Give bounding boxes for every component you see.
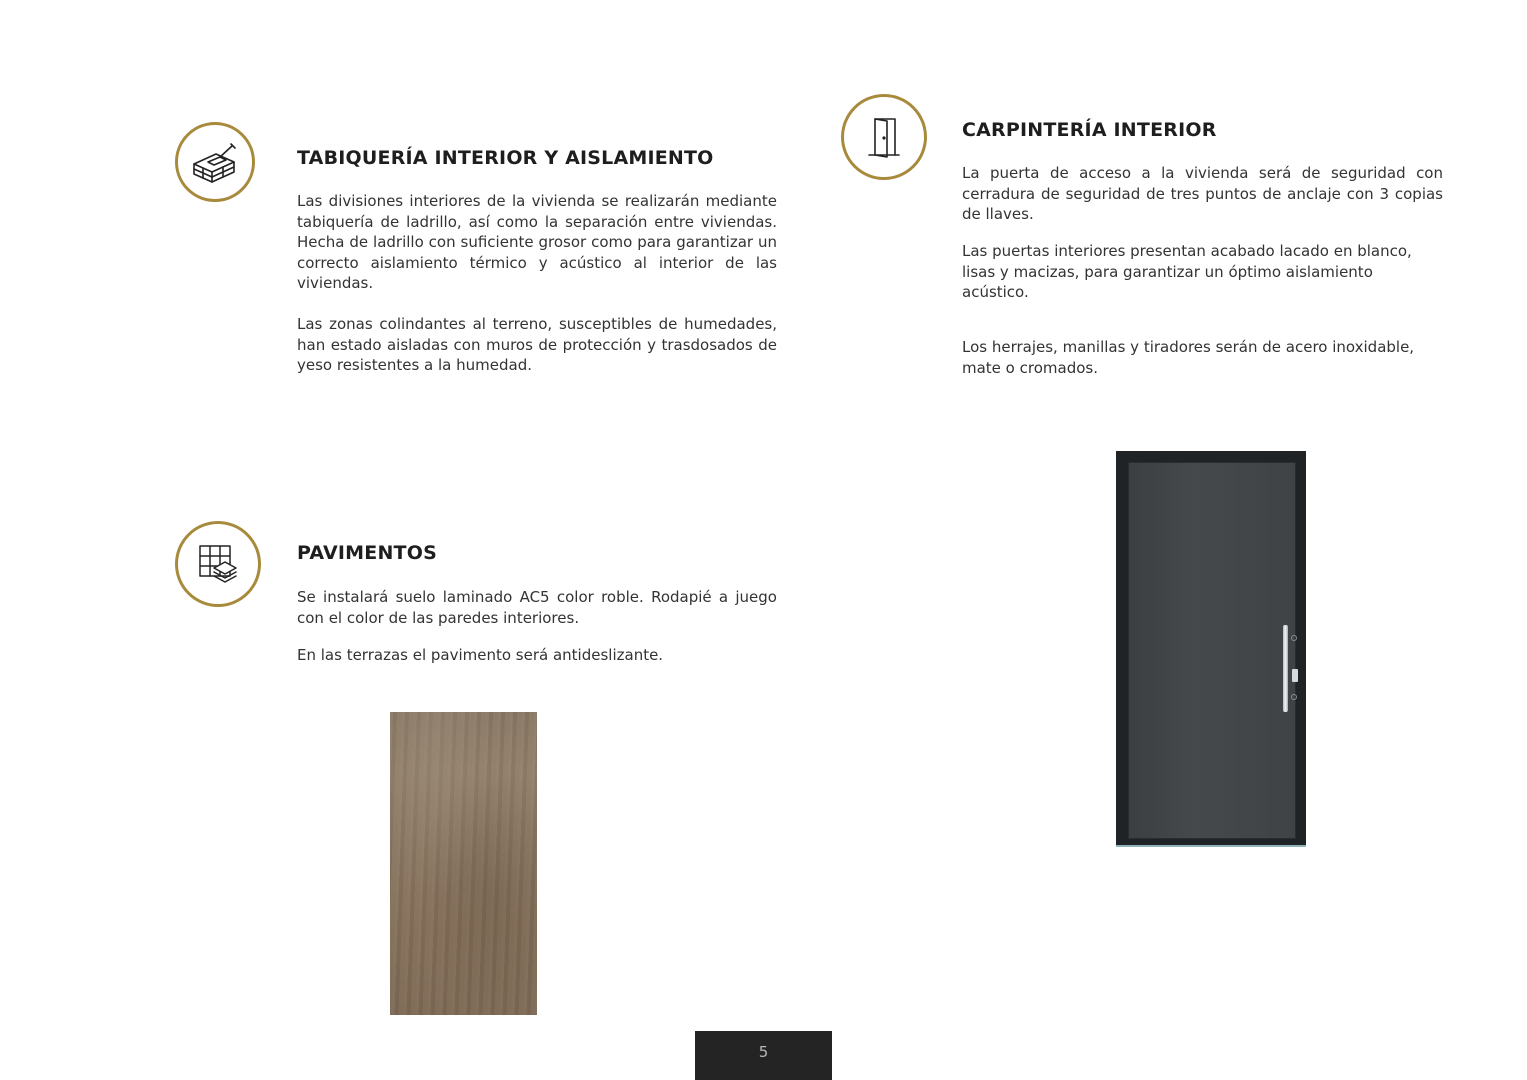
door-lock [1292, 669, 1298, 682]
page-number: 5 [758, 1043, 769, 1061]
carpinteria-paragraph-3: Los herrajes, manillas y tiradores serán de acero inoxidable, mate o cromados. [962, 338, 1415, 377]
carpinteria-paragraph-1: La puerta de acceso a la vivienda será de seguridad con cerradura de seguridad de tres puntos de anclaje con 3 copias de llaves. [962, 164, 1443, 223]
carpinteria-title: CARPINTERÍA INTERIOR [962, 119, 1217, 141]
door-panel [1128, 462, 1296, 839]
door-photo [1116, 451, 1306, 847]
door-handle-fixing-bottom [1291, 694, 1297, 700]
door-handle [1283, 625, 1288, 712]
pavimentos-paragraph-2: En las terrazas el pavimento será antideslizante. [297, 646, 664, 664]
tabiqueria-title: TABIQUERÍA INTERIOR Y AISLAMIENTO [297, 147, 714, 169]
carpinteria-paragraph-2: Las puertas interiores presentan acabado lacado en blanco, lisas y macizas, para garantizar un óptimo aislamiento acústico. [962, 242, 1412, 301]
tiles-layers-icon [196, 542, 240, 586]
carpinteria-icon-badge [841, 94, 927, 180]
pavimentos-icon-badge [175, 521, 261, 607]
pavimentos-title: PAVIMENTOS [297, 542, 437, 564]
tabiqueria-icon-badge [175, 122, 255, 202]
door-sill [1116, 845, 1306, 847]
tabiqueria-paragraph-2: Las zonas colindantes al terreno, susceptibles de humedades, han estado aisladas con muros de protección y trasdosados de yeso resistentes a la humedad. [297, 315, 777, 374]
page-number-footer [695, 1031, 832, 1080]
door-handle-fixing-top [1291, 635, 1297, 641]
door-icon [865, 115, 903, 159]
tabiqueria-paragraph-1: Las divisiones interiores de la vivienda se realizarán mediante tabiquería de ladrillo, así como la separación entre viviendas. Hecha de ladrillo con suficiente grosor como para garantizar un correcto aislamiento térmico y acústico al interior de las viviendas. [297, 192, 777, 292]
brick-trowel-icon [190, 140, 240, 184]
laminate-floor-sample-photo [390, 712, 537, 1015]
pavimentos-paragraph-1: Se instalará suelo laminado AC5 color roble. Rodapié a juego con el color de las paredes interiores. [297, 588, 777, 627]
